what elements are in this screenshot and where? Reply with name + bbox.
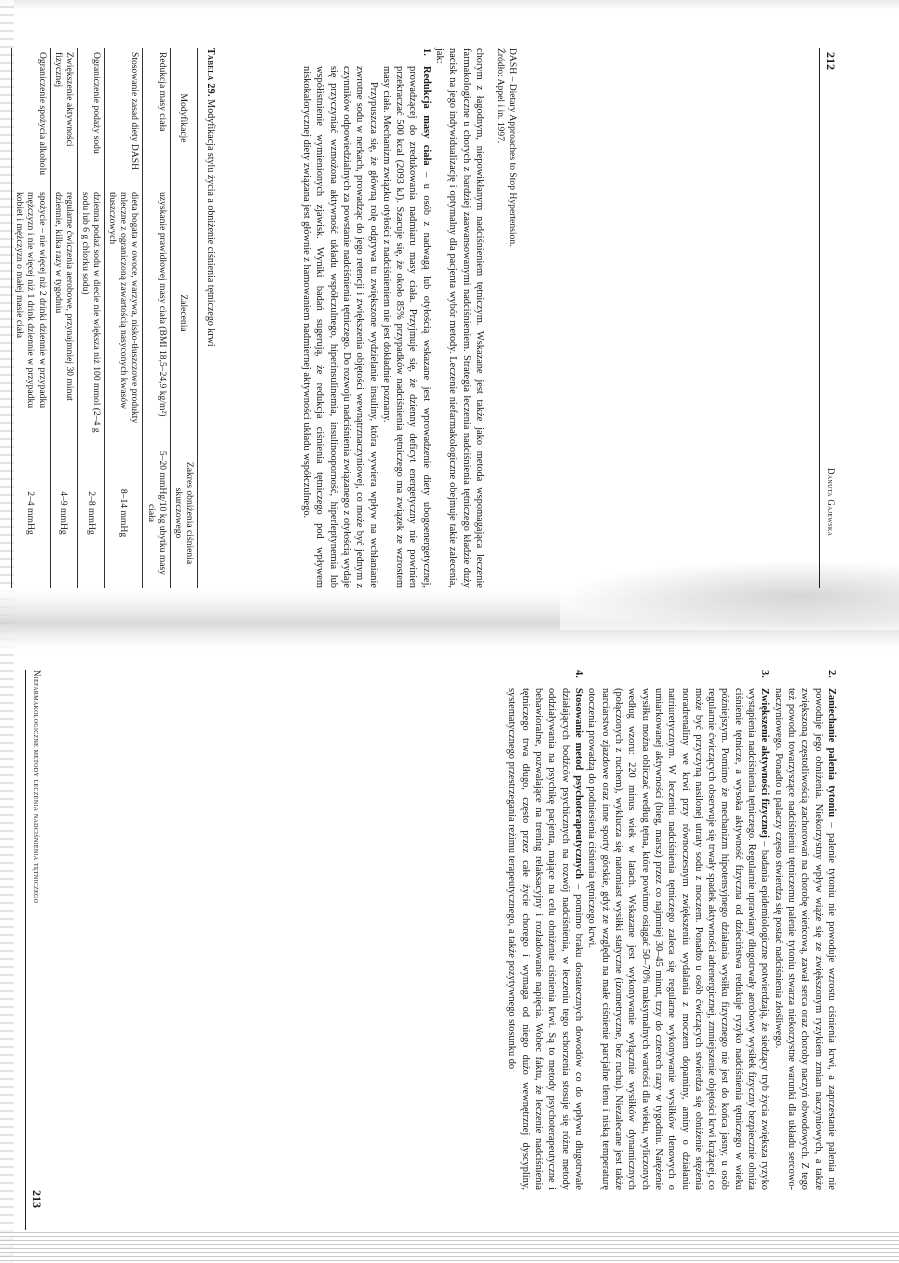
table-cell: uzyskanie prawidłowej masy ciała (BMI 18,5–24,9 kg/m²) [143, 188, 170, 438]
page-number: 212 [824, 52, 838, 70]
table-header: Modyfikacje [170, 48, 197, 188]
paragraph: Przypuszcza się, że główną rolę odgrywa tu zwiększone wydzielanie insuliny, która wywiera wpływ na wchłanianie zwrotne sodu w nerkach, prowadząc do jego retencji i zwiększenia objętości wewnątrznaczyniowej, co może być jednym z czynników odpowiedzialnych za powstanie nadciśnienia tętniczego. Do rozwoju nadciśnienia związanego z otyłością wydaje się przyczyniać wzmożona aktywność układu współczulnego, hiperinsulinemia, insulinooporność, hiperleptynemia lub współistnienie wymienionych zjawisk. Wyniki badań sugerują, że redukcja ciśnienia tętniczego pod wpływem niskokalorycznej diety związana jest głównie z hamowaniem nadmiernej aktywności układu współczulnego. [300, 66, 379, 588]
scan-edge-bottom [0, 1229, 899, 1263]
table-cell: 4–9 mmHg [50, 438, 77, 588]
table-header: Zakres obniżenia ciśnienia skurczowego [170, 438, 197, 588]
table-cell: Redukcja masy ciała [143, 48, 170, 188]
table-cell: spożycie – nie więcej niż 2 drinki dziennie w przypadku mężczyzn i nie więcej niż 1 drink dziennie w przypadku kobiet i mężczyzn o małej masie ciała [12, 188, 50, 438]
item-number: 1. [420, 48, 432, 56]
item-text: – u osób z nadwagą lub otyłością wskazane jest wprowadzenie diety ubogoenergetycznej, prowadzącej do zredukowania nadmiaru masy ciała. Przyjmuje się, że dzienny deficyt energetyczny nie powinien przekraczać 500 kcal (2093 kJ). Szacuje się, że około 85% przypadków nadciśnienia tętniczego ma związek ze wzrostem masy ciała. Mechanizm związku otyłości z nadciśnieniem nie jest dokładnie poznany. [380, 66, 432, 588]
table-footnote-source: Źródło: Appel i in. 1997. [495, 48, 507, 144]
running-head-author: Danuta Gajewska [826, 468, 836, 537]
item-title: Redukcja masy ciała [420, 66, 432, 166]
scan-edge-top [0, 0, 899, 10]
table-cell: 2–8 mmHg [77, 438, 104, 588]
table-cell: Ograniczenie podaży sodu [77, 48, 104, 188]
page-number: 213 [30, 1190, 44, 1208]
page-212-body [23, 48, 838, 588]
paragraph: chorym z łagodnym, niepowikłanym nadciśnieniem tętniczym. Wskazane jest także jako metoda wspomagająca leczenie farmakologiczne u chorych z bardziej zaawansowanymi nadciśnieniem. Strategia leczenia nadciśnienia tętniczego kładzie duży nacisk na jego indywidualizację i optymalny dla pacjenta wybór metody. Leczenie niefarmakologiczne obejmuje takie zalecenia, jak: [434, 48, 486, 588]
item-number: 4. [573, 670, 585, 678]
item-number: 2. [826, 670, 837, 678]
running-head-chapter: Niefarmakologiczne metody leczenia nadciśnienia tętniczego [32, 670, 42, 904]
table-cell: 2–4 mmHg [12, 438, 50, 588]
item-title: Stosowanie metod psychoterapeutycznych [573, 688, 585, 880]
table-cell: 5–20 mmHg/10 kg ubytku masy ciała [143, 438, 170, 588]
item-title: Zaniechanie palenia tytoniu [826, 688, 837, 818]
numbered-item [771, 670, 838, 1190]
item-text: – pomimo braku dostatecznych dowodów co do wpływu długotrwale działających bodźców psychicznych na rozwój nadciśnienia, w leczeniu tego schorzenia stosuje się różne metody oddziaływania na psychikę pacjenta, mające na celu obniżenie ciśnienia krwi. Są to metody psychoterapeutyczne i behawioralne, pozwalające na trening relaksacyjny i rozładowanie napięcia. Wobec faktu, że leczenie nadciśnienia tętniczego trwa długo, często przez całe życie chorego i wymaga od niego dużo wewnętrznej dyscypliny, systematycznego przestrzegania reżimu terapeutycznego, a także pozytywnego stosunku do [506, 688, 585, 1190]
table-cell: dzienna podaż sodu w diecie nie większa niż 100 mmol (2–4 g sodu lub 6 g chlorku sodu) [77, 188, 104, 438]
item-text: – palenie tytoniu nie powoduje wzrostu ciśnienia krwi, a zaprzestanie palenia nie powoduje jego obniżenia. Niekorzystny wpływ wiąże się ze zwiększonym ryzykiem zmian naczyniowych, a także zwiększoną częstotliwością zachorowań na chorobę wieńcową, zawał serca oraz choroby naczyń obwodowych. Z tego też powodu towarzyszące nadciśnieniu tętniczemu palenie tytoniu stwarza niekorzystne warunki dla układu sercowo-naczyniowego. Ponadto u palaczy często stwierdza się postać nadciśnienia złośliwego. [772, 688, 837, 1190]
table-header: Zalecenia [170, 188, 197, 438]
page-213 [23, 670, 838, 1210]
table-cell: Ograniczenie spożycia alkoholu [12, 48, 50, 188]
table-cell: 8–14 mmHg [105, 438, 143, 588]
table-caption-label: Tabela 29. [205, 48, 216, 97]
table-cell: Zwiększenie aktywności fizycznej [50, 48, 77, 188]
body-text [505, 670, 838, 1190]
table-cell: dieta bogata w owoce, warzywa, nisko-tłuszczowe produkty mleczne z ograniczoną zawartością nasyconych kwasów tłuszczowych [105, 188, 143, 438]
item-title: Zwiększenie aktywności fizycznej [759, 688, 771, 838]
table-footnote-dash: DASH – Dietary Approaches to Stop Hypertension. [507, 48, 518, 247]
item-text: – badania epidemiologiczne potwierdzają, że siedzący tryb życia zwiększa ryzyko wystąpienia nadciśnienia tętniczego. Regularnie uprawiany długotrwały aerobowy wysiłek fizyczny bezpiecznie obniża ciśnienie tętnicze, a wysoka aktywność fizyczna od dzieciństwa redukuje ryzyko nadciśnienia tętniczego w wieku późniejszym. Pomimo że mechanizm hipotensyjnego działania wysiłku fizycznego nie jest do końca jasny, u osób regularnie ćwiczących obserwuje się trwały spadek aktywności adrenergicznej, zmniejszenie objętości krwi krążącej, co może być przyczyną nasilonej utraty sodu z moczem. Ponadto u osób ćwiczących stwierdza się obniżenie stężenia noradrenaliny we krwi przy równoczesnym zwiększeniu wydalania z moczem dopaminy, aminy o działaniu natriuretycznym. W leczeniu nadciśnienia tętniczego zaleca się regularne wykonywanie wysiłków tlenowych o umiarkowanej aktywności (bieg, marsz) przez co najmniej 30–45 minut, trzy do czterech razy w tygodniu. Natężenie wysiłku można obliczać według tętna, które powinno osiągać 50–70% maksymalnych wartości dla wieku, wyliczonych według wzoru: 220 minus wiek w latach. Wskazane jest wykonywanie wyłącznie wysiłków dynamicznych (połączonych z ruchem), wyklucza się natomiast wysiłki statyczne (izometryczne, bez ruchu). Niezalecane jest także narciarstwo zjazdowe oraz inne sporty górskie, gdyż ze względu na małe ciśnienie parcjalne tlenu i niską temperaturę otoczenia prowadzą do podniesienia ciśnienia tętniczego krwi. [586, 688, 771, 1190]
page-213-header [2, 670, 42, 1230]
table-cell: Stosowanie zasad diety DASH [105, 48, 143, 188]
table-cell: regularne ćwiczenia aerobowe, przynajmniej 30 minut dziennie, kilka razy w tygodniu [50, 188, 77, 438]
header-rule [25, 670, 26, 1230]
numbered-item [585, 670, 771, 1190]
table-caption-text: Modyfikacja stylu życia a obniżenie ciśnienia tętniczego krwi [205, 99, 216, 347]
item-number: 3. [759, 670, 771, 678]
numbered-item [505, 670, 585, 1190]
